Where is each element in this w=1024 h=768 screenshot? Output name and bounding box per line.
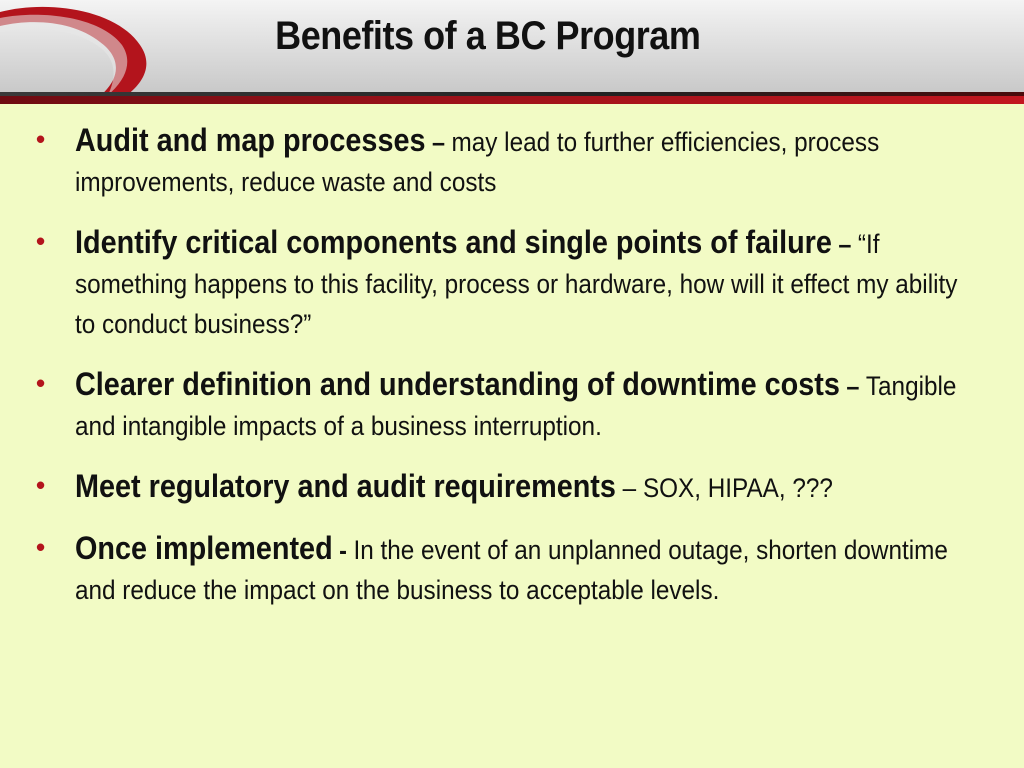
bullet-icon: • xyxy=(36,226,46,256)
bullet-text xyxy=(75,120,984,202)
bullet-heading: Meet regulatory and audit requirements xyxy=(75,468,616,504)
bullet-heading: Clearer definition and understanding of downtime costs xyxy=(75,366,840,402)
bullet-body: may lead to further efficiencies, process improvements, reduce waste and costs xyxy=(75,127,880,197)
bullet-heading: Identify critical components and single points of failure xyxy=(75,224,832,260)
bullet-text xyxy=(75,364,984,446)
bullet-separator: – xyxy=(615,473,643,503)
bullet-icon: • xyxy=(36,470,46,500)
bullet-item xyxy=(0,120,1024,202)
bullet-icon: • xyxy=(36,124,46,154)
slide-title: Benefits of a BC Program xyxy=(275,14,701,58)
bullet-item xyxy=(0,222,1024,344)
bullet-body: In the event of an unplanned outage, shorten downtime and reduce the impact on the business to acceptable levels. xyxy=(75,535,948,605)
bullet-list xyxy=(0,120,1024,630)
slide-header xyxy=(0,0,1024,92)
bullet-item xyxy=(0,528,1024,610)
bullet-text xyxy=(75,528,984,610)
bullet-icon: • xyxy=(36,368,46,398)
header-accent-bar xyxy=(0,96,1024,104)
bullet-heading: Audit and map processes xyxy=(75,122,426,158)
bullet-separator: - xyxy=(332,535,354,565)
bullet-icon: • xyxy=(36,532,46,562)
bullet-body: “If something happens to this facility, process or hardware, how will it effect my ability to conduct business?” xyxy=(75,229,958,339)
bullet-heading: Once implemented xyxy=(75,530,333,566)
bullet-separator: – xyxy=(831,229,858,259)
bullet-separator: – xyxy=(425,127,452,157)
bullet-body: SOX, HIPAA, ??? xyxy=(642,473,833,503)
bullet-item xyxy=(0,364,1024,446)
bullet-text xyxy=(75,222,984,344)
bullet-text xyxy=(75,466,984,508)
bullet-item xyxy=(0,466,1024,508)
bullet-separator: – xyxy=(839,371,866,401)
bullet-body: Tangible and intangible impacts of a business interruption. xyxy=(75,371,957,441)
